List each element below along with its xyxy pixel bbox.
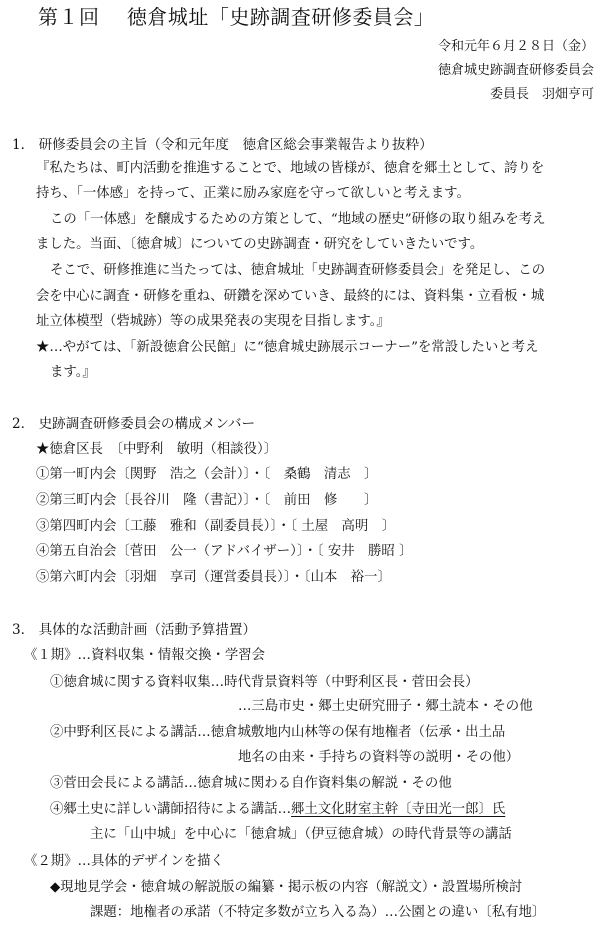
section1-line: 持ち、「一体感」を持って、正業に励み家庭を守って欲しいと考えます。 — [36, 186, 470, 201]
section1-line: 址立体模型（砦城跡）等の成果発表の実現を目指します。』 — [36, 314, 390, 329]
member-row: ①第一町内会〔関野 浩之（会計）〕・〔 桑鶴 清志 〕 — [36, 467, 378, 482]
member-row: ⑤第六町内会〔羽畑 享司（運営委員長）〕・〔山本 裕一〕 — [36, 570, 391, 585]
document-title: 第１回 徳倉城址「史跡調査研修委員会」 — [38, 5, 435, 29]
phase1-item: ③菅田会長による講話…徳倉城に関わる自作資料集の解説・その他 — [50, 776, 452, 791]
phase1-item-lecture — [50, 800, 505, 820]
member-row: ④第五自治会〔菅田 公一（アドバイザー）〕・〔 安井 勝昭 〕 — [36, 544, 413, 559]
member-row: ②第三町内会〔長谷川 隆（書記）〕・〔 前田 修 〕 — [36, 493, 378, 508]
section1-line: ます。』 — [50, 365, 96, 380]
section1-line: ★…やがては、「新設徳倉公民館」に“徳倉城史跡展示コーナー”を常設したいと考え — [36, 340, 539, 355]
section1-line: そこで、研修推進に当たっては、徳倉城址「史跡調査研修委員会」を発足し、この — [50, 263, 546, 278]
section1-line: この「一体感」を醸成するための方策として、“地域の歴史”研修の取り組みを考え — [50, 212, 546, 227]
lecturer-name: 郷土文化財室主幹〔寺田光一郎〕氏 — [291, 802, 506, 817]
phase2-heading: 《２期》…具体的デザインを描く — [24, 854, 224, 869]
phase2-item: 課題：地権者の承諾（不特定多数が立ち入る為）…公園との違い〔私有地〕 — [90, 905, 546, 920]
section1-heading: 1． 研修委員会の主旨（令和元年度 徳倉区総会事業報告より抜粋） — [12, 137, 433, 153]
section1-line: ました。当面、〔徳倉城〕についての史跡調査・研究をしていきたいです。 — [36, 237, 484, 252]
phase2-item: ◆現地見学会・徳倉城の解説版の編纂・掲示板の内容（解説文）・設置場所検討 — [50, 880, 523, 895]
member-row: ③第四町内会〔工藤 雅和（副委員長）〕・〔 土屋 高明 〕 — [36, 519, 396, 534]
section2-heading: 2． 史跡調査研修委員会の構成メンバー — [12, 416, 256, 432]
section3-heading: 3． 具体的な活動計画（活動予算措置） — [12, 622, 257, 638]
phase1-item: ①徳倉城に関する資料収集…時代背景資料等（中野利区長・菅田会長） — [50, 675, 479, 690]
lecture-prefix: ④郷土史に詳しい講師招待による講話… — [50, 802, 292, 817]
phase1-heading: 《１期》…資料収集・情報交換・学習会 — [24, 648, 266, 663]
lecture-detail: 主に「山中城」を中心に「徳倉城」（伊豆徳倉城）の時代背景等の講話 — [90, 827, 512, 842]
meeting-date: 令和元年６月２８日（金） — [437, 39, 594, 54]
phase1-item: ②中野利区長による講話…徳倉城敷地内山林等の保有地権者（伝承・出土品 — [50, 725, 506, 740]
phase1-item: 地名の由来・手持ちの資料等の説明・その他） — [238, 750, 520, 765]
section1-line: 会を中心に調査・研修を重ね、研鑽を深めていき、最終的には、資料集・立看板・城 — [36, 289, 545, 304]
organization-name: 徳倉城史跡調査研修委員会 — [437, 63, 594, 78]
chair-name: 委員長 羽畑亨可 — [489, 87, 594, 102]
member-row: ★徳倉区長 〔中野利 敏明（相談役）〕 — [36, 442, 278, 457]
section1-line: 『私たちは、町内活動を推進することで、地域の皆様が、徳倉を郷土として、誇りを — [36, 161, 545, 176]
phase1-item: …三島市史・郷土史研究冊子・郷土読本・その他 — [238, 699, 533, 714]
